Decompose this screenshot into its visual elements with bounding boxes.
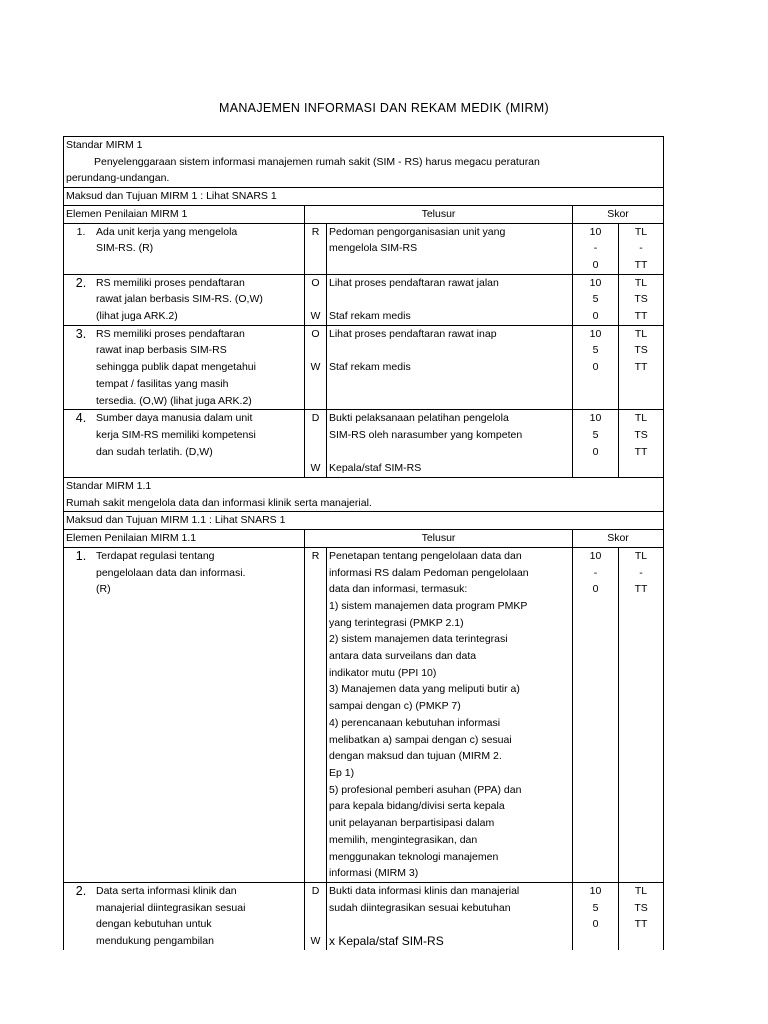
mark: - bbox=[639, 566, 643, 579]
ep-header: Elemen Penilaian MIRM 1.1 bbox=[66, 532, 197, 545]
telusur-line: indikator mutu (PPI 10) bbox=[329, 666, 437, 679]
ep-text: dan sudah terlatih. (D,W) bbox=[96, 445, 213, 458]
ep-text: tempat / fasilitas yang masih bbox=[96, 377, 229, 390]
telusur-list bbox=[327, 547, 573, 882]
telusur-header: Telusur bbox=[421, 532, 456, 545]
ep-code: D bbox=[311, 412, 320, 425]
mark: TT bbox=[634, 310, 648, 323]
telusur-line: 5) profesional pemberi asuhan (PPA) dan bbox=[329, 783, 522, 796]
score: 5 bbox=[592, 428, 599, 441]
telusur-line: yang terintegrasi (PMKP 2.1) bbox=[329, 616, 464, 629]
telusur-line: SIM-RS oleh narasumber yang kompeten bbox=[329, 428, 523, 441]
ep-row-1-1-1 bbox=[64, 547, 664, 882]
ep-row-1 bbox=[64, 223, 664, 274]
mark: TT bbox=[634, 445, 648, 458]
score: 0 bbox=[592, 918, 599, 931]
telusur-line: Kepala/staf SIM-RS bbox=[329, 462, 422, 475]
standard-mirm11-row bbox=[64, 478, 664, 512]
mark: TS bbox=[634, 293, 648, 306]
ep-number: 1. bbox=[75, 548, 87, 563]
telusur-line: unit pelayanan berpartisipasi dalam bbox=[329, 817, 495, 830]
score: - bbox=[593, 566, 598, 579]
telusur-header: Telusur bbox=[421, 207, 456, 220]
ep-row-3 bbox=[64, 325, 664, 410]
score: 10 bbox=[589, 276, 602, 289]
telusur-line: 3) Manajemen data yang meliputi butir a) bbox=[329, 683, 520, 696]
telusur-line: memilih, mengintegrasikan, dan bbox=[329, 833, 478, 846]
ep-number: 3. bbox=[75, 326, 87, 341]
score: 5 bbox=[592, 293, 599, 306]
ep-text: dengan kebutuhan untuk bbox=[96, 918, 212, 931]
telusur-line: x Kepala/staf SIM-RS bbox=[329, 934, 444, 949]
telusur-line: para kepala bidang/divisi serta kepala bbox=[329, 800, 505, 813]
telusur-line: mengelola SIM-RS bbox=[329, 242, 418, 255]
ep-header: Elemen Penilaian MIRM 1 bbox=[66, 207, 188, 220]
ep-row-4 bbox=[64, 410, 664, 478]
telusur-line: Bukti pelaksanaan pelatihan pengelola bbox=[329, 412, 509, 425]
telusur-line: data dan informasi, termasuk: bbox=[329, 583, 468, 596]
score: 5 bbox=[592, 901, 599, 914]
ep-text: tersedia. (O,W) (lihat juga ARK.2) bbox=[96, 394, 252, 407]
score: 0 bbox=[592, 583, 599, 596]
telusur-line: antara data surveilans dan data bbox=[329, 650, 477, 663]
page-title: MANAJEMEN INFORMASI DAN REKAM MEDIK (MIRM) bbox=[219, 101, 549, 115]
telusur-line: Penetapan tentang pengelolaan data dan bbox=[329, 549, 522, 562]
telusur-line: 4) perencanaan kebutuhan informasi bbox=[329, 716, 501, 729]
telusur-line: Bukti data informasi klinis dan manajerial bbox=[329, 884, 520, 897]
mark: TT bbox=[634, 918, 648, 931]
mark: TL bbox=[634, 327, 648, 340]
ep-text: (lihat juga ARK.2) bbox=[96, 310, 178, 323]
telusur-line: informasi RS dalam Pedoman pengelolaan bbox=[329, 566, 529, 579]
maksud-text: Maksud dan Tujuan MIRM 1 : Lihat SNARS 1 bbox=[66, 190, 277, 203]
mark: TT bbox=[634, 583, 648, 596]
telusur-line: Lihat proses pendaftaran rawat jalan bbox=[329, 276, 499, 289]
score: 0 bbox=[592, 445, 599, 458]
score: 10 bbox=[589, 225, 602, 238]
standard-body: Rumah sakit mengelola data dan informasi klinik serta manajerial. bbox=[66, 496, 372, 509]
score: 0 bbox=[592, 310, 599, 323]
score: 10 bbox=[589, 327, 602, 340]
ep-text: (R) bbox=[96, 583, 111, 596]
ep-code: O bbox=[311, 327, 320, 340]
telusur-line: sampai dengan c) (PMKP 7) bbox=[329, 700, 461, 713]
standard-body: Penyelenggaraan sistem informasi manajemen rumah sakit (SIM - RS) harus megacu peraturan bbox=[94, 155, 540, 168]
ep-number: 4. bbox=[75, 411, 87, 426]
telusur-line: 1) sistem manajemen data program PMKP bbox=[329, 599, 528, 612]
telusur-line: melibatkan a) sampai dengan c) sesuai bbox=[329, 733, 512, 746]
standard-heading: Standar MIRM 1 bbox=[66, 139, 143, 151]
telusur-line: Staf rekam medis bbox=[329, 310, 411, 323]
telusur-line: informasi (MIRM 3) bbox=[329, 867, 419, 880]
mark: TL bbox=[634, 884, 648, 897]
telusur-line: Ep 1) bbox=[329, 767, 355, 779]
standard-table bbox=[63, 136, 664, 950]
standard-heading: Standar MIRM 1.1 bbox=[66, 480, 152, 493]
telusur-line: Pedoman pengorganisasian unit yang bbox=[329, 225, 506, 238]
ep-header-row bbox=[64, 205, 664, 223]
score: 0 bbox=[592, 361, 599, 374]
ep-text: RS memiliki proses pendaftaran bbox=[96, 327, 245, 340]
ep-code: W bbox=[310, 310, 321, 323]
ep-text: pengelolaan data dan informasi. bbox=[96, 566, 246, 579]
standard-body-cont: perundang-undangan. bbox=[66, 172, 170, 185]
mark: TT bbox=[634, 258, 648, 271]
maksud-row bbox=[64, 512, 664, 530]
ep-row-2 bbox=[64, 274, 664, 325]
ep-header-row bbox=[64, 530, 664, 548]
standard-mirm1-row bbox=[64, 137, 664, 188]
score: 10 bbox=[589, 412, 602, 425]
ep-text: RS memiliki proses pendaftaran bbox=[96, 276, 245, 289]
mark: TL bbox=[634, 276, 648, 289]
telusur-line: dengan maksud dan tujuan (MIRM 2. bbox=[329, 750, 502, 763]
telusur-line: Lihat proses pendaftaran rawat inap bbox=[329, 327, 497, 340]
ep-text: rawat inap berbasis SIM-RS bbox=[96, 344, 227, 357]
ep-code: W bbox=[310, 361, 321, 374]
maksud-text: Maksud dan Tujuan MIRM 1.1 : Lihat SNARS 1 bbox=[66, 514, 286, 527]
ep-text: rawat jalan berbasis SIM-RS. (O,W) bbox=[96, 293, 263, 306]
mark: TT bbox=[634, 361, 648, 374]
telusur-line: 2) sistem manajemen data terintegrasi bbox=[329, 633, 508, 646]
ep-code: W bbox=[310, 935, 321, 947]
skor-header: Skor bbox=[607, 532, 629, 545]
ep-code: R bbox=[311, 549, 320, 562]
score: 10 bbox=[589, 549, 602, 562]
score: 10 bbox=[589, 884, 602, 897]
mark: TL bbox=[634, 412, 648, 425]
score: - bbox=[593, 242, 598, 255]
ep-number: 1. bbox=[76, 225, 86, 238]
ep-text: mendukung pengambilan bbox=[96, 935, 214, 948]
telusur-line: Staf rekam medis bbox=[329, 361, 411, 374]
ep-text: kerja SIM-RS memiliki kompetensi bbox=[96, 428, 256, 441]
ep-text: manajerial diintegrasikan sesuai bbox=[96, 901, 246, 914]
ep-code: R bbox=[311, 225, 320, 238]
ep-text: Data serta informasi klinik dan bbox=[96, 884, 237, 897]
telusur-line: menggunakan teknologi manajemen bbox=[329, 850, 499, 863]
ep-code: D bbox=[311, 884, 320, 897]
telusur-line: sudah diintegrasikan sesuai kebutuhan bbox=[329, 901, 511, 914]
ep-number: 2. bbox=[75, 883, 87, 898]
mark: TL bbox=[634, 225, 648, 238]
ep-text: Sumber daya manusia dalam unit bbox=[96, 412, 253, 425]
skor-header: Skor bbox=[607, 207, 629, 220]
mark: TL bbox=[634, 549, 648, 562]
mark: - bbox=[639, 242, 643, 255]
ep-code: W bbox=[310, 462, 321, 475]
mark: TS bbox=[634, 428, 648, 441]
maksud-row bbox=[64, 188, 664, 206]
ep-row-1-1-2 bbox=[64, 882, 664, 949]
ep-text: Terdapat regulasi tentang bbox=[96, 549, 215, 562]
mark: TS bbox=[634, 901, 648, 914]
score: 0 bbox=[592, 258, 599, 271]
ep-number: 2. bbox=[75, 275, 87, 290]
ep-text: SIM-RS. (R) bbox=[96, 242, 154, 255]
ep-code: O bbox=[311, 276, 320, 289]
ep-text: sehingga publik dapat mengetahui bbox=[96, 361, 256, 374]
mark: TS bbox=[634, 344, 648, 357]
ep-text: Ada unit kerja yang mengelola bbox=[96, 225, 238, 238]
score: 5 bbox=[592, 344, 599, 357]
